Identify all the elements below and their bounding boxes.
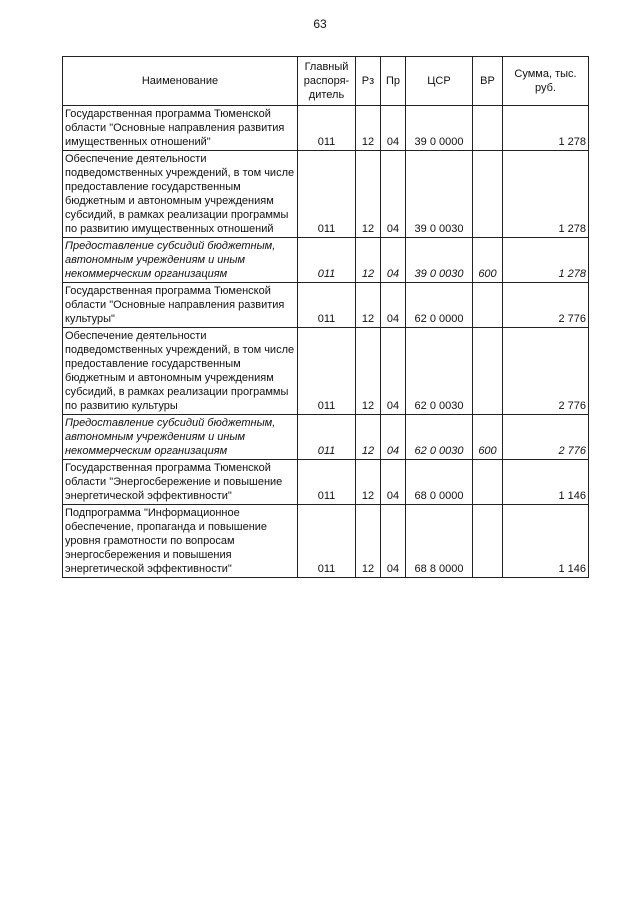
cell-rz: 12 <box>356 415 381 460</box>
cell-rz: 12 <box>356 460 381 505</box>
cell-rz: 12 <box>356 283 381 328</box>
header-name: Наименование <box>63 57 298 106</box>
cell-pr: 04 <box>381 106 406 151</box>
header-chief-administrator: Главный распоря-дитель <box>298 57 356 106</box>
cell-sum: 2 776 <box>503 415 589 460</box>
cell-rz: 12 <box>356 238 381 283</box>
cell-csr: 68 0 0000 <box>406 460 473 505</box>
cell-vr <box>473 460 503 505</box>
cell-vr <box>473 283 503 328</box>
cell-vr: 600 <box>473 238 503 283</box>
cell-name: Подпрограмма "Информационное обеспечение, пропаганда и повышение уровня грамотности по вопросам энергосбережения и повышения энергетической эффективности" <box>63 505 298 578</box>
cell-chief-administrator: 011 <box>298 238 356 283</box>
cell-name: Государственная программа Тюменской области "Основные направления развития имущественных отношений" <box>63 106 298 151</box>
header-csr: ЦСР <box>406 57 473 106</box>
cell-pr: 04 <box>381 151 406 238</box>
cell-rz: 12 <box>356 505 381 578</box>
cell-sum: 1 278 <box>503 151 589 238</box>
table-row <box>63 106 589 151</box>
cell-name: Предоставление субсидий бюджетным, автономным учреждениям и иным некоммерческим организациям <box>63 415 298 460</box>
cell-csr: 62 0 0030 <box>406 328 473 415</box>
table-row <box>63 328 589 415</box>
cell-csr: 39 0 0030 <box>406 151 473 238</box>
cell-pr: 04 <box>381 328 406 415</box>
cell-pr: 04 <box>381 505 406 578</box>
cell-name: Государственная программа Тюменской области "Основные направления развития культуры" <box>63 283 298 328</box>
cell-pr: 04 <box>381 415 406 460</box>
header-rz: Рз <box>356 57 381 106</box>
cell-name: Обеспечение деятельности подведомственных учреждений, в том числе предоставление государственным бюджетным и автономным учреждениям субсидий, в рамках реализации программы по развитию имущественных отношений <box>63 151 298 238</box>
cell-pr: 04 <box>381 460 406 505</box>
table-row <box>63 505 589 578</box>
table-body <box>63 106 589 578</box>
cell-csr: 62 0 0030 <box>406 415 473 460</box>
cell-vr <box>473 106 503 151</box>
cell-chief-administrator: 011 <box>298 106 356 151</box>
cell-chief-administrator: 011 <box>298 283 356 328</box>
header-vr: ВР <box>473 57 503 106</box>
cell-sum: 2 776 <box>503 328 589 415</box>
table-row <box>63 151 589 238</box>
header-sum: Сумма, тыс. руб. <box>503 57 589 106</box>
cell-sum: 1 278 <box>503 106 589 151</box>
cell-csr: 39 0 0030 <box>406 238 473 283</box>
table-row <box>63 283 589 328</box>
header-pr: Пр <box>381 57 406 106</box>
cell-chief-administrator: 011 <box>298 505 356 578</box>
cell-sum: 2 776 <box>503 283 589 328</box>
cell-csr: 62 0 0000 <box>406 283 473 328</box>
cell-chief-administrator: 011 <box>298 151 356 238</box>
cell-sum: 1 146 <box>503 505 589 578</box>
cell-name: Государственная программа Тюменской области "Энергосбережение и повышение энергетической эффективности" <box>63 460 298 505</box>
cell-pr: 04 <box>381 283 406 328</box>
table-row <box>63 238 589 283</box>
cell-csr: 39 0 0000 <box>406 106 473 151</box>
cell-vr <box>473 505 503 578</box>
cell-sum: 1 146 <box>503 460 589 505</box>
table-row <box>63 460 589 505</box>
cell-rz: 12 <box>356 106 381 151</box>
cell-chief-administrator: 011 <box>298 415 356 460</box>
cell-pr: 04 <box>381 238 406 283</box>
cell-vr <box>473 328 503 415</box>
cell-rz: 12 <box>356 151 381 238</box>
cell-rz: 12 <box>356 328 381 415</box>
cell-name: Предоставление субсидий бюджетным, автономным учреждениям и иным некоммерческим организациям <box>63 238 298 283</box>
cell-chief-administrator: 011 <box>298 328 356 415</box>
cell-vr <box>473 151 503 238</box>
table-header-row <box>63 57 589 106</box>
cell-vr: 600 <box>473 415 503 460</box>
budget-table <box>62 56 589 578</box>
cell-name: Обеспечение деятельности подведомственных учреждений, в том числе предоставление государственным бюджетным и автономным учреждениям субсидий, в рамках реализации программы по развитию культуры <box>63 328 298 415</box>
cell-chief-administrator: 011 <box>298 460 356 505</box>
table-row <box>63 415 589 460</box>
page-number: 63 <box>313 17 327 31</box>
cell-csr: 68 8 0000 <box>406 505 473 578</box>
cell-sum: 1 278 <box>503 238 589 283</box>
